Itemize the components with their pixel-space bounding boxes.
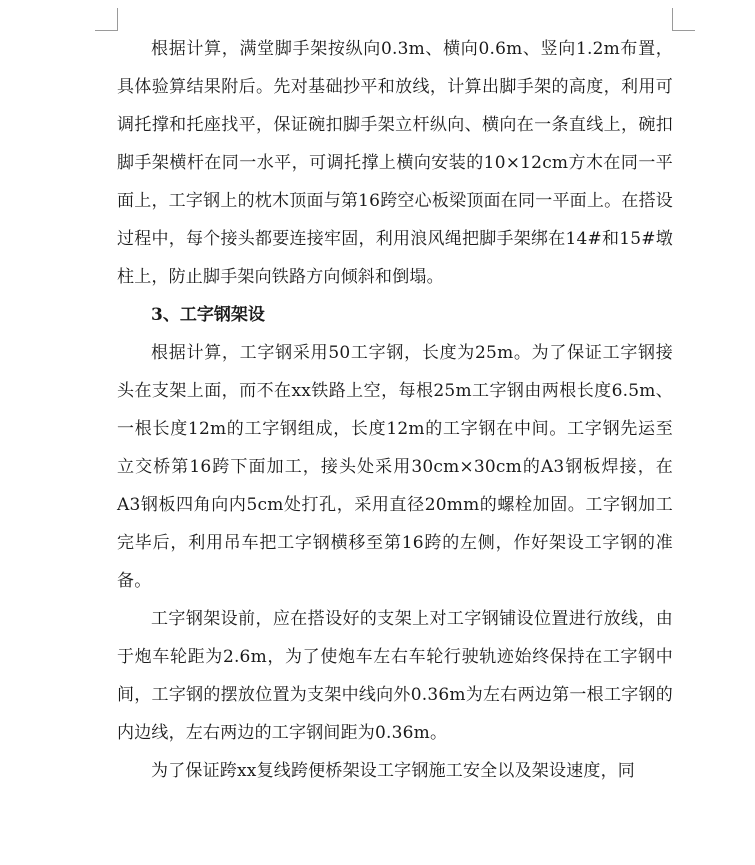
crop-mark-top-left (95, 8, 118, 31)
crop-mark-top-right (672, 8, 695, 31)
paragraph-i-beam-layout: 工字钢架设前，应在搭设好的支架上对工字钢铺设位置进行放线，由于炮车轮距为2.6m，为了使炮车左右车轮行驶轨迹始终保持在工字钢中间，工字钢的摆放位置为支架中线向外0.36m为左右两边第一根工字钢的内边线，左右两边的工字钢间距为0.36m。 (117, 609, 673, 743)
paragraph-scaffold-layout: 根据计算，满堂脚手架按纵向0.3m、横向0.6m、竖向1.2m布置，具体验算结果附后。先对基础抄平和放线，计算出脚手架的高度，利用可调托撑和托座找平，保证碗扣脚手架立杆纵向、横向在一条直线上，碗扣脚手架横杆在同一水平，可调托撑上横向安装的10×12cm方木在同一平面上，工字钢上的枕木顶面与第16跨空心板梁顶面在同一平面上。在搭设过程中，每个接头都要连接牢固，利用浪风绳把脚手架绑在14#和15#墩柱上，防止脚手架向铁路方向倾斜和倒塌。 (117, 39, 673, 287)
document-body[interactable] (117, 30, 673, 790)
section-heading: 3、工字钢架设 (151, 305, 265, 325)
paragraph-i-beam-specs: 根据计算，工字钢采用50工字钢，长度为25m。为了保证工字钢接头在支架上面，而不在xx铁路上空，每根25m工字钢由两根长度6.5m、一根长度12m的工字钢组成，长度12m的工字钢在中间。工字钢先运至立交桥第16跨下面加工，接头处采用30cm×30cm的A3钢板焊接，在A3钢板四角向内5cm处打孔，采用直径20mm的螺栓加固。工字钢加工完毕后，利用吊车把工字钢横移至第16跨的左侧，作好架设工字钢的准备。 (117, 343, 673, 591)
paragraph-safety: 为了保证跨xx复线跨便桥架设工字钢施工安全以及架设速度，同 (151, 761, 635, 781)
